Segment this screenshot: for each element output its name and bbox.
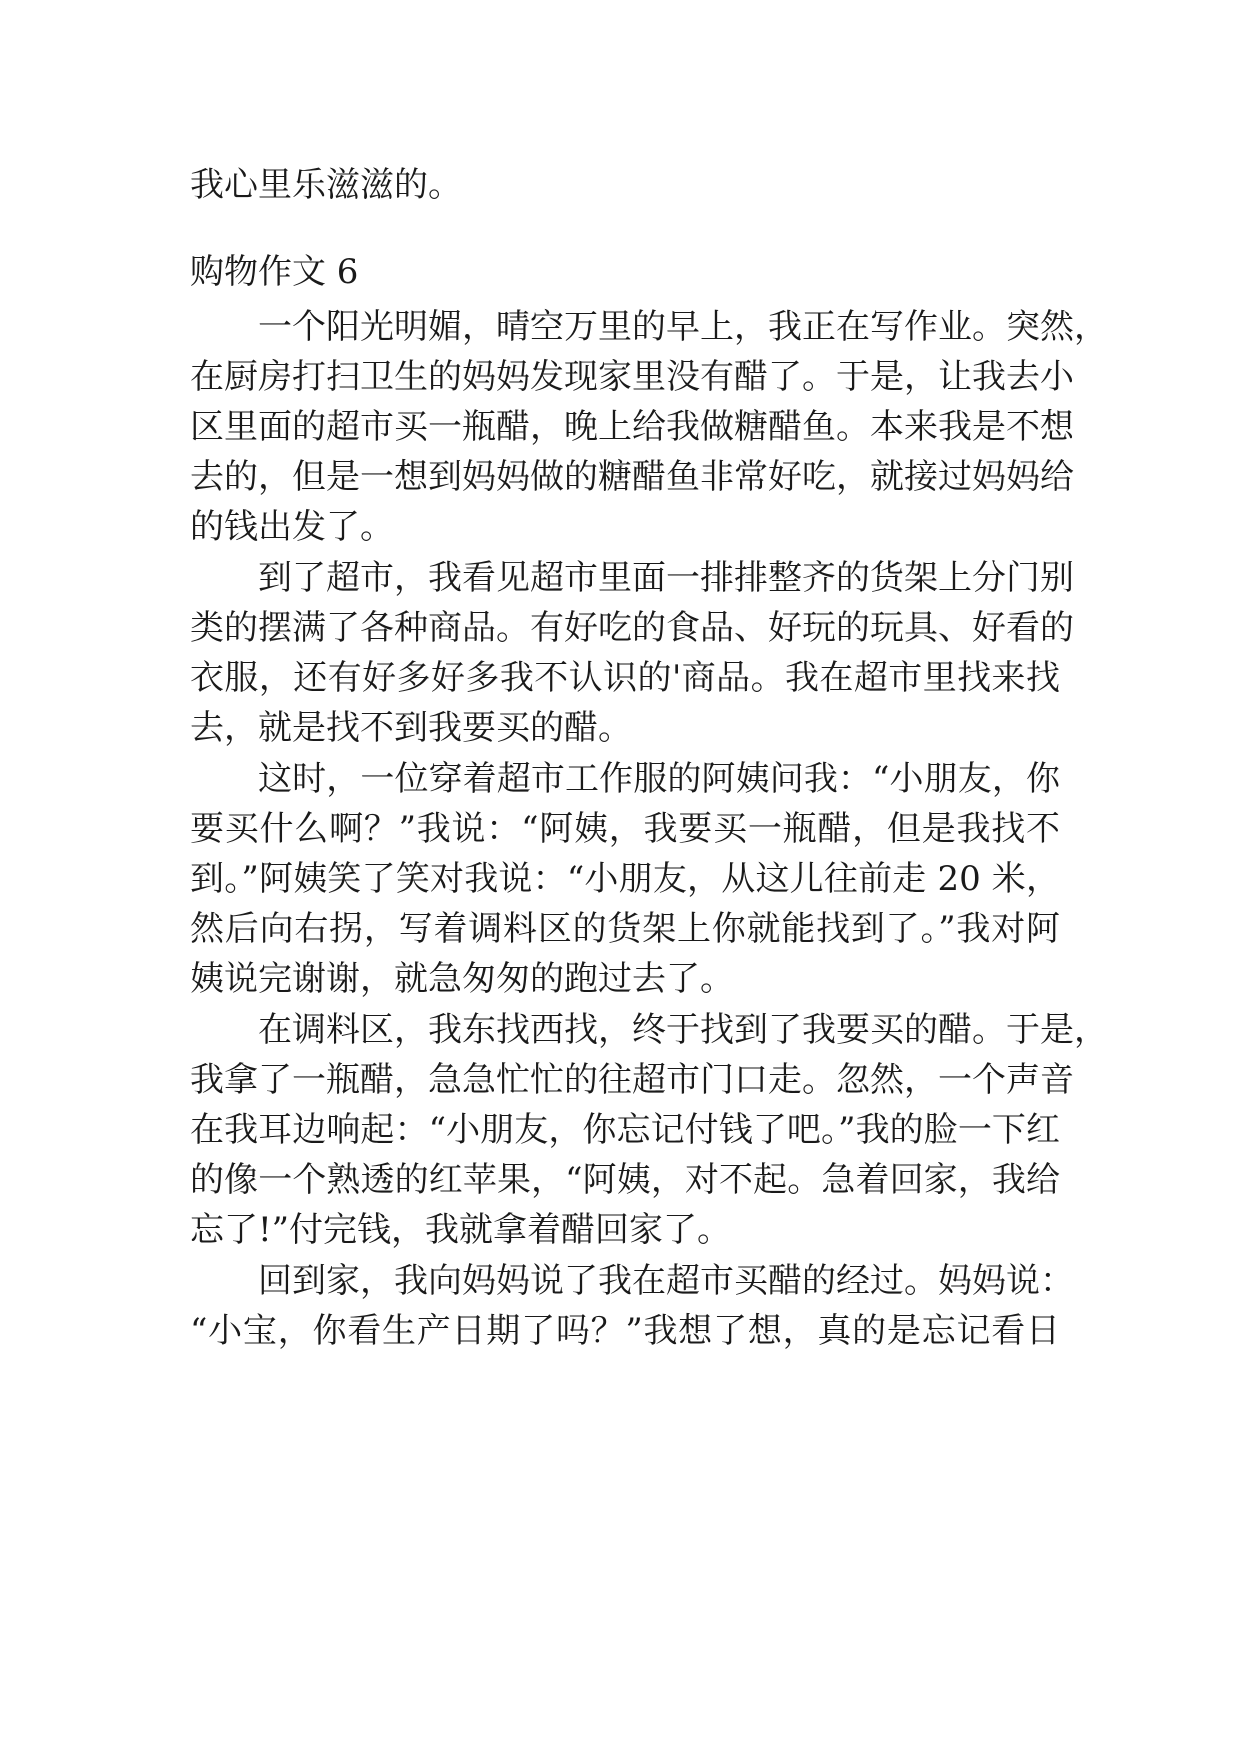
paragraph-line: 去，就是找不到我要买的醋。 <box>190 708 632 748</box>
paragraph-line: 姨说完谢谢，就急匆匆的跑过去了。 <box>190 959 734 999</box>
paragraph-line: 在调料区，我东找西找，终于找到了我要买的醋。于是， <box>258 1010 1108 1050</box>
paragraph-line: 的像一个熟透的红苹果，“阿姨，对不起。急着回家，我给 <box>190 1160 1060 1200</box>
paragraph-line: 到了超市，我看见超市里面一排排整齐的货架上分门别 <box>258 558 1074 598</box>
paragraph-line: 这时，一位穿着超市工作服的阿姨问我：“小朋友，你 <box>258 759 1060 799</box>
paragraph-line: 然后向右拐，写着调料区的货架上你就能找到了。”我对阿 <box>190 909 1060 949</box>
paragraph-line: 忘了!”付完钱，我就拿着醋回家了。 <box>190 1210 732 1250</box>
paragraph-line: 区里面的超市买一瓶醋，晚上给我做糖醋鱼。本来我是不想 <box>190 407 1074 447</box>
section-title: 购物作文 6 <box>190 252 359 292</box>
paragraph-line: 我拿了一瓶醋，急急忙忙的往超市门口走。忽然，一个声音 <box>190 1060 1074 1100</box>
paragraph-line: 到。”阿姨笑了笑对我说：“小朋友，从这儿往前走 20 米， <box>190 859 1060 899</box>
paragraph-line: 在我耳边响起：“小朋友，你忘记付钱了吧。”我的脸一下红 <box>190 1110 1060 1150</box>
paragraph-line: “小宝，你看生产日期了吗？”我想了想，真的是忘记看日 <box>190 1311 1060 1351</box>
paragraph-line: 的钱出发了。 <box>190 507 394 547</box>
paragraph-line: 要买什么啊？”我说：“阿姨，我要买一瓶醋，但是我找不 <box>190 809 1060 849</box>
paragraph-line: 去的，但是一想到妈妈做的糖醋鱼非常好吃，就接过妈妈给 <box>190 457 1074 497</box>
paragraph-line: 在厨房打扫卫生的妈妈发现家里没有醋了。于是，让我去小 <box>190 357 1074 397</box>
paragraph-line: 衣服，还有好多好多我不认识的'商品。我在超市里找来找 <box>190 658 1060 698</box>
paragraph-line: 我心里乐滋滋的。 <box>190 165 462 205</box>
paragraph-line: 一个阳光明媚，晴空万里的早上，我正在写作业。突然， <box>258 307 1108 347</box>
paragraph-line: 回到家，我向妈妈说了我在超市买醋的经过。妈妈说： <box>258 1261 1074 1301</box>
paragraph-line: 类的摆满了各种商品。有好吃的食品、好玩的玩具、好看的 <box>190 608 1074 648</box>
